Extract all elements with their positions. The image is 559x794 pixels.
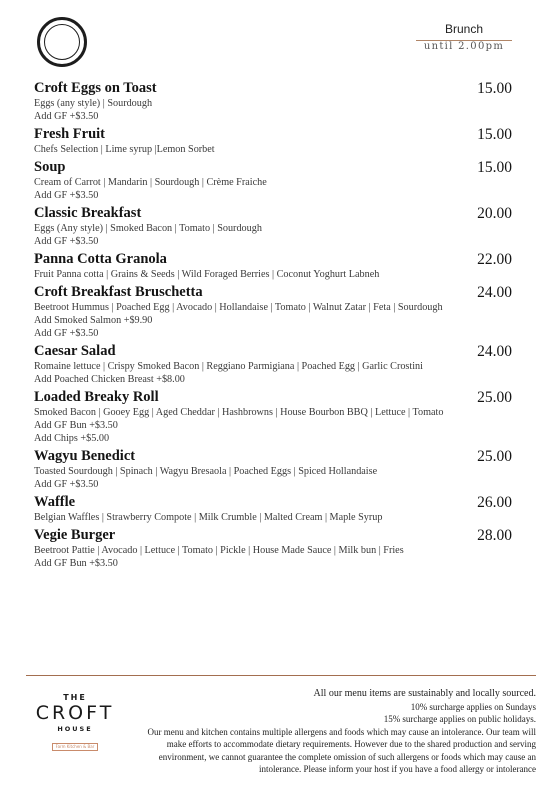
menu-item-addon: Add GF +$3.50 xyxy=(34,111,99,122)
menu-item-name: Croft Eggs on Toast xyxy=(34,80,157,96)
menu-item-price: 25.00 xyxy=(477,389,512,406)
menu-item-description: Beetroot Hummus | Poached Egg | Avocado | Hollandaise | Tomato | Walnut Zatar | Feta | Sourdough xyxy=(34,302,443,313)
menu-item-description: Chefs Selection | Lime syrup |Lemon Sorbet xyxy=(34,144,215,155)
menu-item-price: 15.00 xyxy=(477,159,512,176)
menu-item xyxy=(34,283,524,340)
menu-item xyxy=(34,250,524,281)
note-holiday-surcharge: 15% surcharge applies on public holidays. xyxy=(383,714,536,724)
menu-item-price: 20.00 xyxy=(477,205,512,222)
menu-item-name: Loaded Breaky Roll xyxy=(34,389,159,405)
menu-item-addon: Add GF +$3.50 xyxy=(34,479,99,490)
menu-item xyxy=(34,447,524,491)
menu-item-price: 15.00 xyxy=(477,80,512,97)
menu-item-name: Waffle xyxy=(34,494,76,510)
menu-list xyxy=(34,79,524,572)
menu-item-description: Belgian Waffles | Strawberry Compote | Milk Crumble | Malted Cream | Maple Syrup xyxy=(34,512,383,523)
menu-item-name: Croft Breakfast Bruschetta xyxy=(34,284,203,300)
menu-item xyxy=(34,79,524,123)
menu-item xyxy=(34,388,524,445)
menu-item-name: Fresh Fruit xyxy=(34,126,106,142)
menu-item-addon: Add GF +$3.50 xyxy=(34,328,99,339)
brand-the: THE xyxy=(63,693,87,702)
footer-divider xyxy=(26,675,536,676)
menu-item xyxy=(34,526,524,570)
menu-item-description: Smoked Bacon | Gooey Egg | Aged Cheddar | Hashbrowns | House Bourbon BBQ | Lettuce | Tomato xyxy=(34,407,444,418)
menu-item xyxy=(34,125,524,156)
brand-tagline: Farm Kitchen & Bar xyxy=(52,743,99,751)
menu-item-addon: Add Poached Chicken Breast +$8.00 xyxy=(34,374,185,385)
menu-item-addon: Add GF +$3.50 xyxy=(34,236,99,247)
menu-item-name: Soup xyxy=(34,159,66,175)
menu-item-description: Beetroot Pattie | Avocado | Lettuce | Tomato | Pickle | House Made Sauce | Milk bun | Fries xyxy=(34,545,404,556)
note-sourced: All our menu items are sustainably and locally sourced. xyxy=(313,688,536,699)
menu-item xyxy=(34,204,524,248)
menu-item-price: 22.00 xyxy=(477,251,512,268)
service-hours: until 2.00pm xyxy=(423,41,505,52)
menu-item-addon: Add GF Bun +$3.50 xyxy=(34,558,118,569)
menu-item xyxy=(34,158,524,202)
menu-item-description: Fruit Panna cotta | Grains & Seeds | Wild Foraged Berries | Coconut Yoghurt Labneh xyxy=(34,269,380,280)
brand-croft: CROFT xyxy=(35,702,115,724)
menu-item-price: 24.00 xyxy=(477,343,512,360)
menu-item-addon: Add Chips +$5.00 xyxy=(34,433,110,444)
menu-item-name: Wagyu Benedict xyxy=(34,448,136,464)
service-title: Brunch xyxy=(444,22,484,36)
brand-house: HOUSE xyxy=(57,725,93,733)
menu-item-name: Panna Cotta Granola xyxy=(34,251,167,267)
footer-notes xyxy=(140,688,536,776)
menu-item-addon: Add GF +$3.50 xyxy=(34,190,99,201)
brand-logo xyxy=(30,693,120,752)
menu-item-name: Classic Breakfast xyxy=(34,205,142,221)
menu-item-price: 24.00 xyxy=(477,284,512,301)
menu-item xyxy=(34,493,524,524)
menu-item-description: Eggs (any style) | Sourdough xyxy=(34,98,153,109)
menu-item-price: 28.00 xyxy=(477,527,512,544)
note-allergen: Our menu and kitchen contains multiple allergens and foods which may cause an intolerance. Our team will make efforts to accommodate dietary requirements. However due to the shared production and serving environment, we cannot guarantee the complete omission of such allergens or foods which may cause an intolerance. Please inform your host if you have a food allergy or intolerance xyxy=(147,726,536,774)
menu-item-description: Romaine lettuce | Crispy Smoked Bacon | Reggiano Parmigiana | Poached Egg | Garlic Crostini xyxy=(34,361,423,372)
menu-item-addon: Add GF Bun +$3.50 xyxy=(34,420,118,431)
double-ring-logo-icon xyxy=(37,17,87,67)
menu-item-description: Cream of Carrot | Mandarin | Sourdough | Crème Fraiche xyxy=(34,177,267,188)
menu-item-description: Toasted Sourdough | Spinach | Wagyu Bresaola | Poached Eggs | Spiced Hollandaise xyxy=(34,466,378,477)
menu-item-description: Eggs (Any style) | Smoked Bacon | Tomato | Sourdough xyxy=(34,223,262,234)
menu-item xyxy=(34,342,524,386)
menu-item-addon: Add Smoked Salmon +$9.90 xyxy=(34,315,153,326)
menu-item-price: 15.00 xyxy=(477,126,512,143)
note-sunday-surcharge: 10% surcharge applies on Sundays xyxy=(410,701,536,712)
menu-item-price: 25.00 xyxy=(477,448,512,465)
menu-item-price: 26.00 xyxy=(477,494,512,511)
menu-item-name: Caesar Salad xyxy=(34,343,116,359)
menu-item-name: Vegie Burger xyxy=(34,527,116,543)
